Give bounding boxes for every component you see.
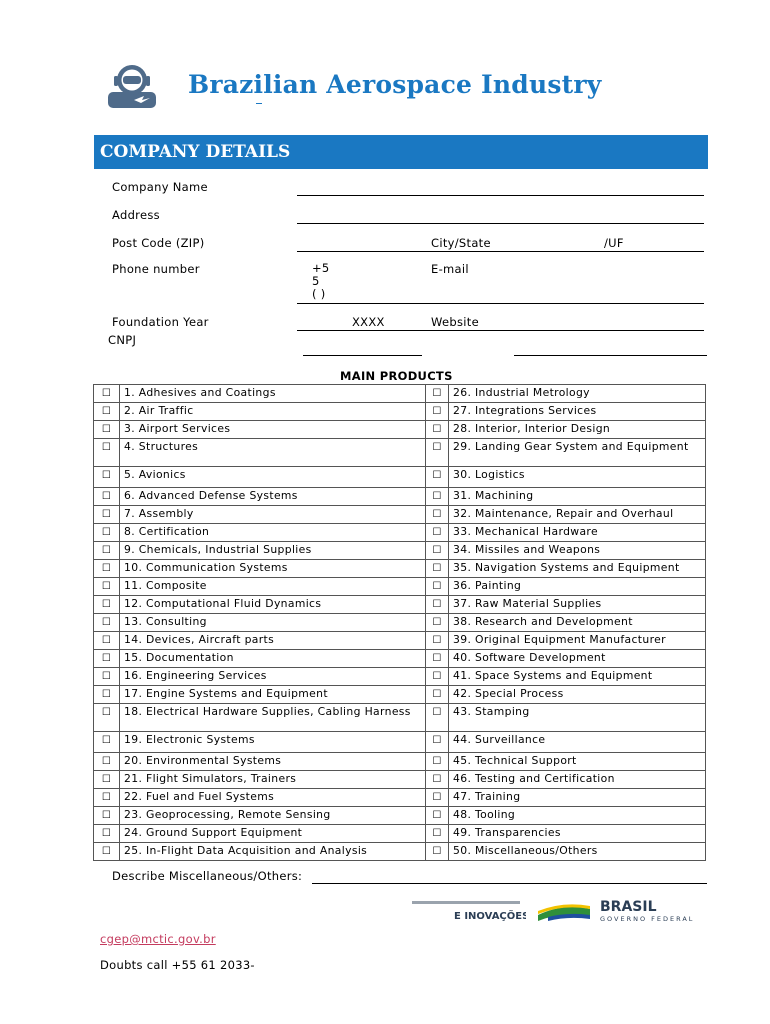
product-checkbox[interactable]: ☐ (426, 403, 449, 421)
product-label: 30. Logistics (449, 467, 706, 488)
product-label: 31. Machining (449, 488, 706, 506)
product-label: 24. Ground Support Equipment (120, 825, 426, 843)
company-name-field[interactable] (297, 195, 704, 196)
product-checkbox[interactable]: ☐ (94, 385, 120, 403)
product-checkbox[interactable]: ☐ (426, 843, 449, 861)
product-checkbox[interactable]: ☐ (426, 596, 449, 614)
product-label: 37. Raw Material Supplies (449, 596, 706, 614)
product-row (94, 704, 706, 732)
product-row (94, 632, 706, 650)
describe-others-field[interactable] (312, 883, 707, 884)
product-label: 27. Integrations Services (449, 403, 706, 421)
product-checkbox[interactable]: ☐ (426, 524, 449, 542)
describe-others-label: Describe Miscellaneous/Others: (112, 869, 303, 883)
product-label: 4. Structures (120, 439, 426, 467)
product-checkbox[interactable]: ☐ (94, 524, 120, 542)
product-label: 22. Fuel and Fuel Systems (120, 789, 426, 807)
product-label: 42. Special Process (449, 686, 706, 704)
product-row (94, 385, 706, 403)
product-checkbox[interactable]: ☐ (426, 385, 449, 403)
product-checkbox[interactable]: ☐ (426, 753, 449, 771)
product-label: 5. Avionics (120, 467, 426, 488)
product-checkbox[interactable]: ☐ (94, 467, 120, 488)
product-label: 44. Surveillance (449, 732, 706, 753)
cnpj-field-part-2[interactable] (514, 355, 707, 356)
product-checkbox[interactable]: ☐ (94, 825, 120, 843)
product-label: 26. Industrial Metrology (449, 385, 706, 403)
product-checkbox[interactable]: ☐ (426, 704, 449, 732)
product-label: 18. Electrical Hardware Supplies, Cabling Harness (120, 704, 426, 732)
phone-country-code (312, 262, 330, 301)
product-label: 13. Consulting (120, 614, 426, 632)
product-label: 20. Environmental Systems (120, 753, 426, 771)
product-checkbox[interactable]: ☐ (94, 650, 120, 668)
product-checkbox[interactable]: ☐ (94, 596, 120, 614)
product-label: 48. Tooling (449, 807, 706, 825)
product-row (94, 421, 706, 439)
product-label: 34. Missiles and Weapons (449, 542, 706, 560)
address-field[interactable] (297, 223, 704, 224)
product-label: 46. Testing and Certification (449, 771, 706, 789)
product-checkbox[interactable]: ☐ (94, 506, 120, 524)
product-checkbox[interactable]: ☐ (94, 686, 120, 704)
uf-label: /UF (604, 236, 624, 250)
product-checkbox[interactable]: ☐ (426, 560, 449, 578)
product-row (94, 614, 706, 632)
product-checkbox[interactable]: ☐ (94, 421, 120, 439)
gov-logo-text: BRASIL (600, 899, 657, 915)
product-label: 2. Air Traffic (120, 403, 426, 421)
product-checkbox[interactable]: ☐ (94, 807, 120, 825)
product-checkbox[interactable]: ☐ (426, 732, 449, 753)
product-row (94, 439, 706, 467)
document-title: Brazilian Aerospace Industry (188, 70, 602, 99)
product-label: 6. Advanced Defense Systems (120, 488, 426, 506)
product-row (94, 843, 706, 861)
foundation-website-field[interactable] (297, 330, 704, 331)
company-name-label: Company Name (112, 180, 208, 194)
product-checkbox[interactable]: ☐ (426, 614, 449, 632)
product-checkbox[interactable]: ☐ (94, 789, 120, 807)
product-row (94, 488, 706, 506)
product-checkbox[interactable]: ☐ (426, 668, 449, 686)
product-label: 1. Adhesives and Coatings (120, 385, 426, 403)
product-label: 38. Research and Development (449, 614, 706, 632)
product-checkbox[interactable]: ☐ (426, 825, 449, 843)
product-row (94, 467, 706, 488)
product-checkbox[interactable]: ☐ (426, 421, 449, 439)
product-checkbox[interactable]: ☐ (94, 560, 120, 578)
product-label: 7. Assembly (120, 506, 426, 524)
product-checkbox[interactable]: ☐ (94, 578, 120, 596)
product-row (94, 650, 706, 668)
product-row (94, 524, 706, 542)
product-label: 23. Geoprocessing, Remote Sensing (120, 807, 426, 825)
product-label: 33. Mechanical Hardware (449, 524, 706, 542)
phone-code-line: ( ) (312, 287, 326, 301)
product-row (94, 542, 706, 560)
astronaut-helmet-icon (106, 62, 158, 110)
product-label: 43. Stamping (449, 704, 706, 732)
cnpj-field-part-1[interactable] (303, 355, 422, 356)
phone-code-line: 5 (312, 274, 320, 288)
product-label: 47. Training (449, 789, 706, 807)
product-checkbox[interactable]: ☐ (426, 506, 449, 524)
product-row (94, 807, 706, 825)
product-row (94, 596, 706, 614)
product-row (94, 403, 706, 421)
product-checkbox[interactable]: ☐ (94, 843, 120, 861)
product-checkbox[interactable]: ☐ (94, 753, 120, 771)
product-checkbox[interactable]: ☐ (94, 668, 120, 686)
product-checkbox[interactable]: ☐ (426, 771, 449, 789)
product-row (94, 560, 706, 578)
product-row (94, 825, 706, 843)
product-label: 10. Communication Systems (120, 560, 426, 578)
phone-label: Phone number (112, 262, 200, 276)
product-label: 39. Original Equipment Manufacturer (449, 632, 706, 650)
product-row (94, 789, 706, 807)
product-checkbox[interactable]: ☐ (94, 632, 120, 650)
product-label: 35. Navigation Systems and Equipment (449, 560, 706, 578)
product-row (94, 506, 706, 524)
product-label: 50. Miscellaneous/Others (449, 843, 706, 861)
ministry-logo (410, 897, 526, 923)
main-products-table (93, 384, 706, 861)
product-checkbox[interactable]: ☐ (426, 578, 449, 596)
product-label: 11. Composite (120, 578, 426, 596)
product-row (94, 668, 706, 686)
product-label: 17. Engine Systems and Equipment (120, 686, 426, 704)
product-checkbox[interactable]: ☐ (426, 650, 449, 668)
product-checkbox[interactable]: ☐ (426, 686, 449, 704)
product-label: 15. Documentation (120, 650, 426, 668)
foundation-year-value[interactable]: XXXX (352, 315, 385, 329)
product-label: 49. Transparencies (449, 825, 706, 843)
product-checkbox[interactable]: ☐ (94, 704, 120, 732)
foundation-year-label: Foundation Year (112, 315, 209, 329)
product-label: 25. In-Flight Data Acquisition and Analysis (120, 843, 426, 861)
product-row (94, 686, 706, 704)
phone-code-line: +5 (312, 261, 330, 275)
product-label: 28. Interior, Interior Design (449, 421, 706, 439)
product-checkbox[interactable]: ☐ (94, 614, 120, 632)
product-label: 45. Technical Support (449, 753, 706, 771)
product-checkbox[interactable]: ☐ (426, 542, 449, 560)
contact-email-link[interactable]: cgep@mctic.gov.br (100, 932, 216, 946)
product-checkbox[interactable]: ☐ (426, 789, 449, 807)
section-title-company-details: COMPANY DETAILS (100, 142, 291, 162)
product-row (94, 578, 706, 596)
product-label: 36. Painting (449, 578, 706, 596)
product-label: 19. Electronic Systems (120, 732, 426, 753)
product-checkbox[interactable]: ☐ (94, 771, 120, 789)
product-checkbox[interactable]: ☐ (426, 807, 449, 825)
product-label: 16. Engineering Services (120, 668, 426, 686)
product-label: 14. Devices, Aircraft parts (120, 632, 426, 650)
doubts-phone-text: Doubts call +55 61 2033- (100, 958, 255, 972)
product-checkbox[interactable]: ☐ (426, 632, 449, 650)
city-state-label: City/State (431, 236, 491, 250)
product-checkbox[interactable]: ☐ (94, 732, 120, 753)
cnpj-label: CNPJ (108, 333, 137, 347)
product-label: 41. Space Systems and Equipment (449, 668, 706, 686)
post-code-label: Post Code (ZIP) (112, 236, 205, 250)
email-label: E-mail (431, 262, 469, 276)
product-checkbox[interactable]: ☐ (426, 439, 449, 467)
product-checkbox[interactable]: ☐ (426, 467, 449, 488)
product-checkbox[interactable]: ☐ (426, 488, 449, 506)
product-label: 12. Computational Fluid Dynamics (120, 596, 426, 614)
product-label: 29. Landing Gear System and Equipment (449, 439, 706, 467)
product-label: 40. Software Development (449, 650, 706, 668)
product-label: 32. Maintenance, Repair and Overhaul (449, 506, 706, 524)
product-checkbox[interactable]: ☐ (94, 439, 120, 467)
ministry-logo-text: E INOVAÇÕES (454, 911, 526, 922)
website-label: Website (431, 315, 479, 329)
product-label: 21. Flight Simulators, Trainers (120, 771, 426, 789)
phone-email-field[interactable] (297, 303, 704, 304)
brazil-government-logo (538, 897, 698, 923)
product-row (94, 732, 706, 753)
product-checkbox[interactable]: ☐ (94, 403, 120, 421)
product-label: 8. Certification (120, 524, 426, 542)
address-label: Address (112, 208, 160, 222)
product-checkbox[interactable]: ☐ (94, 542, 120, 560)
product-label: 3. Airport Services (120, 421, 426, 439)
product-row (94, 771, 706, 789)
product-row (94, 753, 706, 771)
title-underline-mark (256, 103, 262, 104)
product-checkbox[interactable]: ☐ (94, 488, 120, 506)
product-label: 9. Chemicals, Industrial Supplies (120, 542, 426, 560)
main-products-title: MAIN PRODUCTS (340, 369, 453, 383)
gov-logo-subtext: GOVERNO FEDERAL (600, 915, 695, 923)
post-code-field[interactable] (297, 251, 704, 252)
